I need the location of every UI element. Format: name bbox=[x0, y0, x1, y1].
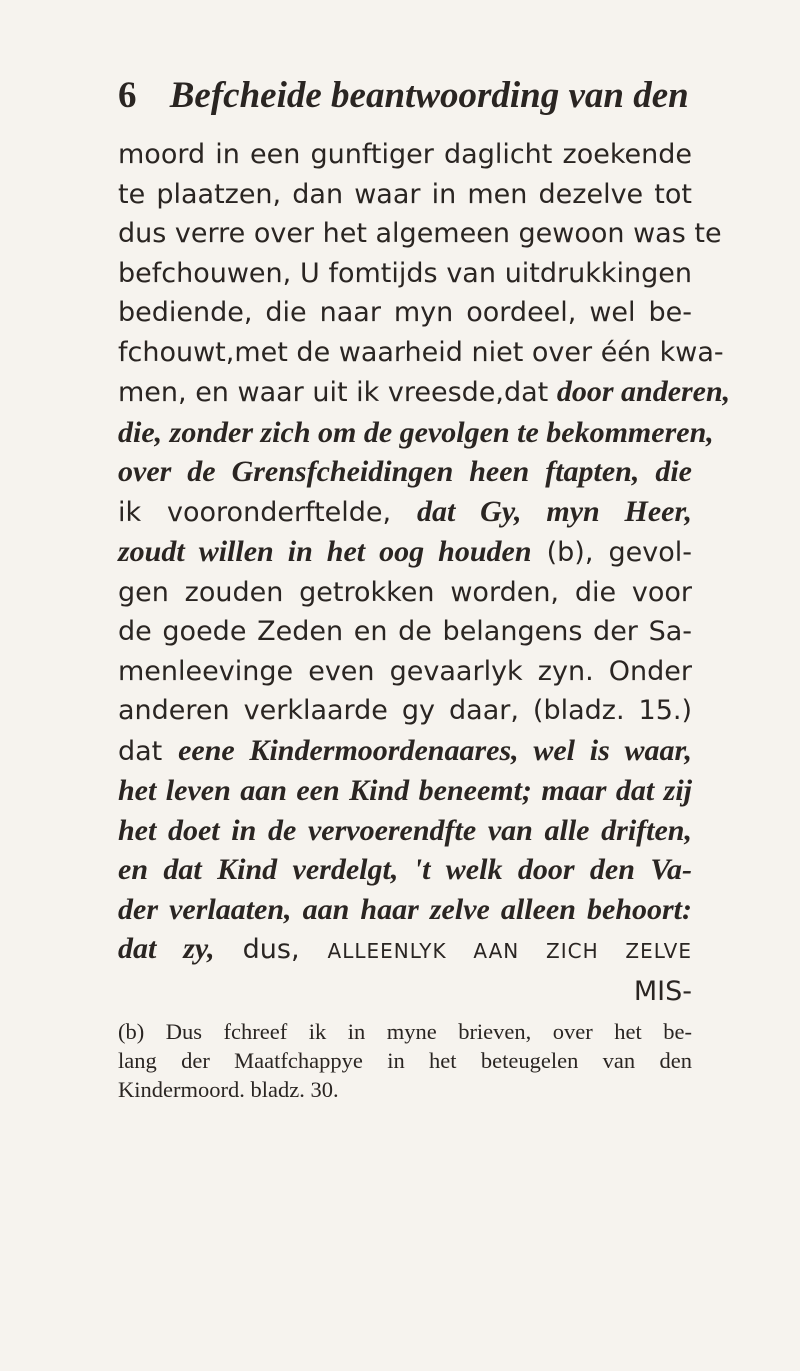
text-line: bediende, die naar myn oordeel, wel be- bbox=[118, 297, 692, 328]
text-line bbox=[118, 532, 692, 573]
text-line bbox=[118, 492, 692, 533]
text-italic: door anderen, bbox=[556, 375, 731, 408]
text-italic: zoudt willen in het oog houden bbox=[118, 535, 532, 568]
text-line-italic: het leven aan een Kind beneemt; maar dat zij bbox=[118, 774, 692, 807]
text-line: befchouwen, U fomtijds van uitdrukkingen bbox=[118, 257, 692, 289]
footnote-line: (b) Dus fchreef ik in myne brieven, over het be- bbox=[118, 1019, 692, 1044]
text-line: moord in een gunftiger daglicht zoekende bbox=[118, 139, 692, 170]
text-roman: men, en waar uit ik vreesde,dat bbox=[118, 377, 557, 408]
running-header bbox=[118, 74, 689, 117]
text-italic: dat Gy, myn Heer, bbox=[417, 494, 692, 528]
text-line: anderen verklaarde gy daar, (bladz. 15.) bbox=[118, 695, 692, 726]
text-line-italic: die, zonder zich om de gevolgen te bekommeren, bbox=[118, 415, 714, 449]
catchword: MIS- bbox=[633, 975, 692, 1007]
text-line: te plaatzen, dan waar in men dezelve tot bbox=[118, 178, 692, 210]
text-line-italic: het doet in de vervoerendfte van alle driften, bbox=[118, 813, 692, 847]
text-line: dus verre over het algemeen gewoon was te bbox=[118, 218, 722, 249]
main-text bbox=[118, 135, 731, 1011]
text-line-italic: der verlaaten, aan haar zelve alleen behoort: bbox=[118, 892, 692, 926]
text-line bbox=[118, 929, 692, 972]
small-caps-text: ALLEENLYK AAN ZICH ZELVE bbox=[327, 939, 692, 963]
text-roman: dat bbox=[118, 735, 179, 767]
text-roman: (b), gevol- bbox=[531, 537, 692, 568]
text-roman: dus, bbox=[214, 934, 328, 965]
text-line: de goede Zeden en de belangens der Sa- bbox=[118, 616, 692, 647]
text-line-italic: over de Grensfcheidingen heen ftapten, die bbox=[118, 455, 692, 488]
text-line: gen zouden getrokken worden, die voor bbox=[118, 576, 692, 608]
text-line bbox=[118, 731, 692, 772]
running-title: Befcheide beantwoording van den bbox=[169, 75, 689, 116]
text-roman: ik vooronderftelde, bbox=[118, 496, 418, 528]
text-italic: eene Kindermoordenaares, wel is waar, bbox=[178, 733, 692, 767]
page-number: 6 bbox=[118, 75, 137, 116]
text-line-italic: en dat Kind verdelgt, 't welk door den Va- bbox=[118, 853, 692, 886]
footnote bbox=[118, 1017, 692, 1104]
footnote-line: Kindermoord. bladz. 30. bbox=[118, 1077, 339, 1102]
text-italic: dat zy, bbox=[118, 932, 215, 965]
text-line bbox=[118, 372, 731, 413]
footnote-line: lang der Maatfchappye in het beteugelen van den bbox=[118, 1048, 692, 1073]
text-line: menleevinge even gevaarlyk zyn. Onder bbox=[118, 655, 692, 687]
text-line: fchouwt,met de waarheid niet over één kwa- bbox=[118, 336, 724, 368]
